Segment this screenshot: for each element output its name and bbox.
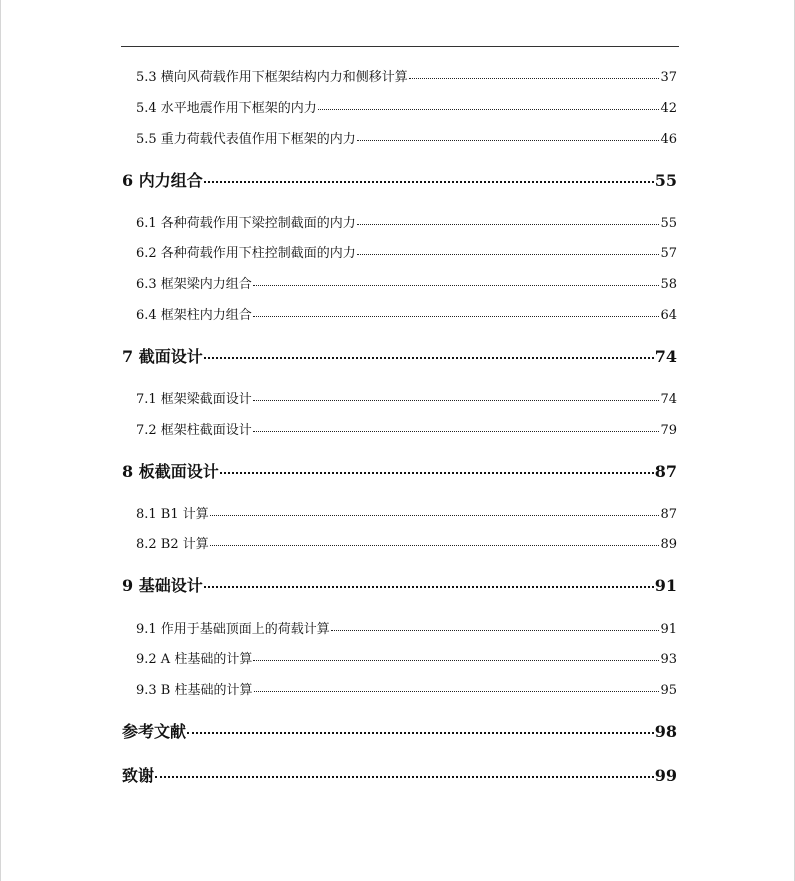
- toc-page-number: 64: [660, 308, 677, 323]
- toc-chapter-9[interactable]: [122, 573, 677, 596]
- toc-label: 6.1 各种荷载作用下梁控制截面的内力: [136, 216, 356, 231]
- toc-chapter-7[interactable]: [122, 344, 677, 367]
- toc-entry-9-1[interactable]: [136, 618, 677, 637]
- dot-leader: [357, 140, 660, 141]
- toc-entry-5-4[interactable]: [136, 97, 677, 116]
- toc-label: 9.3 B 柱基础的计算: [136, 683, 253, 698]
- dot-leader: [220, 472, 654, 474]
- toc-page-number: 57: [660, 246, 677, 261]
- toc-label: 参考文献: [122, 722, 187, 741]
- toc-entry-9-3[interactable]: [136, 679, 677, 698]
- dot-leader: [357, 224, 660, 225]
- toc-entry-5-3[interactable]: [136, 66, 677, 85]
- toc-label: 5.4 水平地震作用下框架的内力: [136, 101, 317, 116]
- toc-entry-8-2[interactable]: [136, 533, 677, 552]
- toc-page-number: 93: [660, 652, 677, 667]
- dot-leader: [204, 586, 654, 588]
- toc-page-number: 74: [654, 347, 677, 366]
- toc-label: 8.1 B1 计算: [136, 507, 209, 522]
- toc-label: 7.1 框架梁截面设计: [136, 392, 252, 407]
- toc-page-number: 89: [660, 537, 677, 552]
- toc-label: 9.1 作用于基础顶面上的荷载计算: [136, 622, 330, 637]
- toc-entry-6-4[interactable]: [136, 304, 677, 323]
- toc-page-number: 99: [654, 766, 677, 785]
- toc-entry-6-2[interactable]: [136, 242, 677, 261]
- toc-label: 8 板截面设计: [122, 462, 219, 481]
- toc-page-number: 55: [654, 171, 677, 190]
- toc-acknowledgements[interactable]: [122, 763, 677, 786]
- toc-page-number: 87: [654, 462, 677, 481]
- toc-page-number: 87: [660, 507, 677, 522]
- toc-entry-9-2[interactable]: [136, 648, 677, 667]
- dot-leader: [204, 181, 654, 183]
- toc-page-number: 91: [660, 622, 677, 637]
- toc-entry-7-2[interactable]: [136, 419, 677, 438]
- toc-entry-8-1[interactable]: [136, 503, 677, 522]
- dot-leader: [357, 254, 660, 255]
- toc-page-number: 74: [660, 392, 677, 407]
- toc-label: 6.4 框架柱内力组合: [136, 308, 252, 323]
- toc-page-number: 91: [654, 576, 677, 595]
- toc-label: 8.2 B2 计算: [136, 537, 209, 552]
- toc-label: 5.3 横向风荷载作用下框架结构内力和侧移计算: [136, 70, 408, 85]
- toc-label: 致谢: [122, 766, 155, 785]
- dot-leader: [254, 691, 660, 692]
- toc-chapter-6[interactable]: [122, 168, 677, 191]
- dot-leader: [318, 109, 660, 110]
- toc-entry-6-3[interactable]: [136, 273, 677, 292]
- dot-leader: [210, 515, 660, 516]
- toc-page-number: 46: [660, 132, 677, 147]
- toc-page-number: 42: [660, 101, 677, 116]
- dot-leader: [253, 431, 660, 432]
- dot-leader: [331, 630, 660, 631]
- toc-page-number: 98: [654, 722, 677, 741]
- toc-references[interactable]: [122, 719, 677, 742]
- toc-label: 5.5 重力荷载代表值作用下框架的内力: [136, 132, 356, 147]
- dot-leader: [253, 316, 660, 317]
- dot-leader: [409, 78, 660, 79]
- toc-chapter-8[interactable]: [122, 459, 677, 482]
- toc-entry-7-1[interactable]: [136, 388, 677, 407]
- toc-label: 6.3 框架梁内力组合: [136, 277, 252, 292]
- toc-page-number: 55: [660, 216, 677, 231]
- toc-label: 6.2 各种荷载作用下柱控制截面的内力: [136, 246, 356, 261]
- toc-label: 6 内力组合: [122, 171, 203, 190]
- toc-page-number: 58: [660, 277, 677, 292]
- dot-leader: [210, 545, 660, 546]
- toc-page-number: 37: [660, 70, 677, 85]
- dot-leader: [253, 285, 660, 286]
- toc-label: 7.2 框架柱截面设计: [136, 423, 252, 438]
- dot-leader: [204, 357, 654, 359]
- dot-leader: [253, 400, 660, 401]
- toc-entry-6-1[interactable]: [136, 212, 677, 231]
- toc-label: 9 基础设计: [122, 576, 203, 595]
- dot-leader: [253, 660, 659, 661]
- toc-page-number: 79: [660, 423, 677, 438]
- toc-label: 9.2 A 柱基础的计算: [136, 652, 253, 667]
- dot-leader: [155, 776, 654, 778]
- toc-page-number: 95: [660, 683, 677, 698]
- toc-entry-5-5[interactable]: [136, 128, 677, 147]
- toc-label: 7 截面设计: [122, 347, 203, 366]
- dot-leader: [187, 732, 654, 734]
